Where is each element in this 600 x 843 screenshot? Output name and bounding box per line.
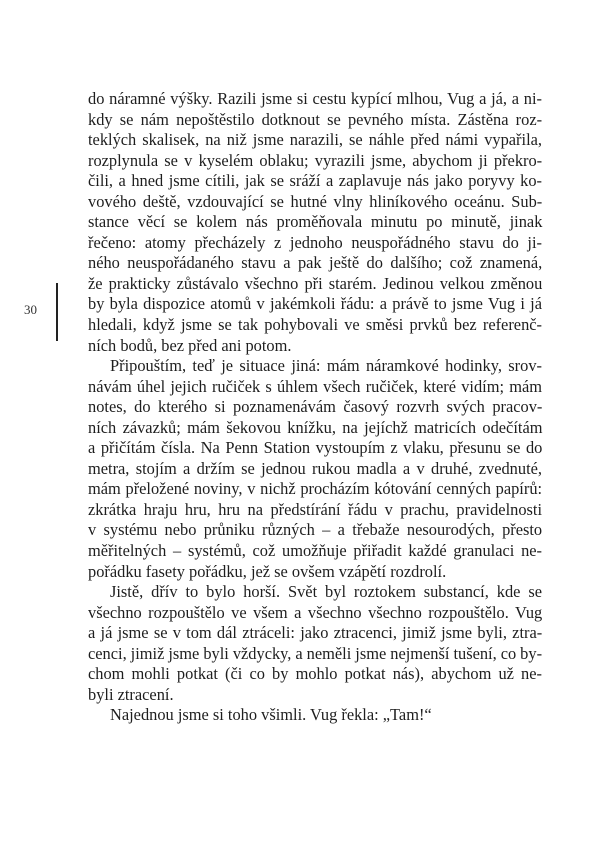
- text-line: teklých skalisek, na niž jsme narazili, se náhle před námi vypařila,: [88, 130, 542, 150]
- text-line: metra, stojím a držím se jednou rukou madla a v druhé, zvednuté,: [88, 458, 542, 478]
- text-line: čili, a hned jsme cítili, jak se sráží a zaplavuje nás jako poryvy ko-: [88, 171, 542, 191]
- text-line: ních bodů, bez před ani potom.: [88, 335, 292, 355]
- text-line: všechno rozpouštělo ve všem a všechno všechno rozpouštělo. Vug: [88, 602, 543, 622]
- text-line: byli ztracení.: [88, 684, 174, 704]
- text-line: že prakticky zůstávalo všechno při starém. Jedinou velkou změnou: [88, 273, 543, 293]
- page-number: 30: [24, 302, 37, 317]
- text-line: měřitelných – systémů, což umožňuje přiřadit každé granulaci ne-: [88, 541, 542, 561]
- text-line: vového deště, vzdouvající se hutné vlny hliníkového oceánu. Sub-: [88, 191, 543, 211]
- margin-rule: [56, 283, 58, 341]
- text-line: Jistě, dřív to bylo horší. Svět byl roztokem substancí, kde se: [110, 582, 542, 602]
- text-line: Najednou jsme si toho všimli. Vug řekla: „Tam!“: [110, 705, 432, 725]
- text-line: pořádku fasety pořádku, jež se ovšem vzápětí rozdrolí.: [88, 561, 447, 581]
- text-line: cenci, jimiž jsme byli vždycky, a neměli jsme nejmenší tušení, co by-: [88, 643, 543, 663]
- text-line: notes, do kterého si poznamenávám časový rozvrh svých pracov-: [88, 397, 543, 417]
- text-line: návám úhel jejich ručiček s úhlem všech ručiček, které vidím; mám: [88, 376, 542, 396]
- text-line: v systému nebo průniku různých – a třebaže nesourodých, přesto: [88, 520, 543, 540]
- body-text: [88, 89, 542, 726]
- text-line: hledali, když jsme se tak pohybovali ve směsi prvků bez referenč-: [88, 315, 542, 335]
- text-line: ného neuspořádaného stavu a pak ještě do dalšího; což znamená,: [88, 253, 543, 273]
- text-line: a přičítám čísla. Na Penn Station vystoupím z vlaku, přesunu se do: [88, 438, 543, 458]
- text-line: ních závazků; mám šekovou knížku, na jejíchž matricích odečítám: [88, 417, 543, 437]
- text-line: chom mohli potkat (či co by mohlo potkat nás), abychom už ne-: [88, 664, 542, 684]
- text-line: do náramné výšky. Razili jsme si cestu kypící mlhou, Vug a já, a ni-: [88, 89, 542, 108]
- text-line: mám přeložené noviny, v nichž procházím kótování cenných papírů:: [88, 479, 543, 499]
- text-line: by byla dispozice atomů v jakémkoli řádu: a právě to jsme Vug i já: [88, 294, 542, 314]
- text-line: stance věcí se kolem nás proměňovala minutu po minutě, jinak: [88, 212, 543, 232]
- text-line: řečeno: atomy přecházely z jednoho neuspořádného stavu do ji-: [88, 232, 542, 252]
- text-line: Připouštím, teď je situace jiná: mám náramkové hodinky, srov-: [110, 356, 542, 376]
- text-line: a já jsme se v tom dál ztráceli: jako ztracenci, jimiž jsme byli, ztra-: [88, 623, 543, 643]
- text-line: rozplynula se v kyselém oblaku; vyrazili jsme, abychom ji překro-: [88, 150, 543, 170]
- text-line: zkrátka hraju hru, hru na předstírání řádu v prachu, pravidelnosti: [88, 499, 542, 519]
- text-line: kdy se nám nepoštěstilo dotknout se pevného místa. Zástěna roz-: [88, 109, 543, 129]
